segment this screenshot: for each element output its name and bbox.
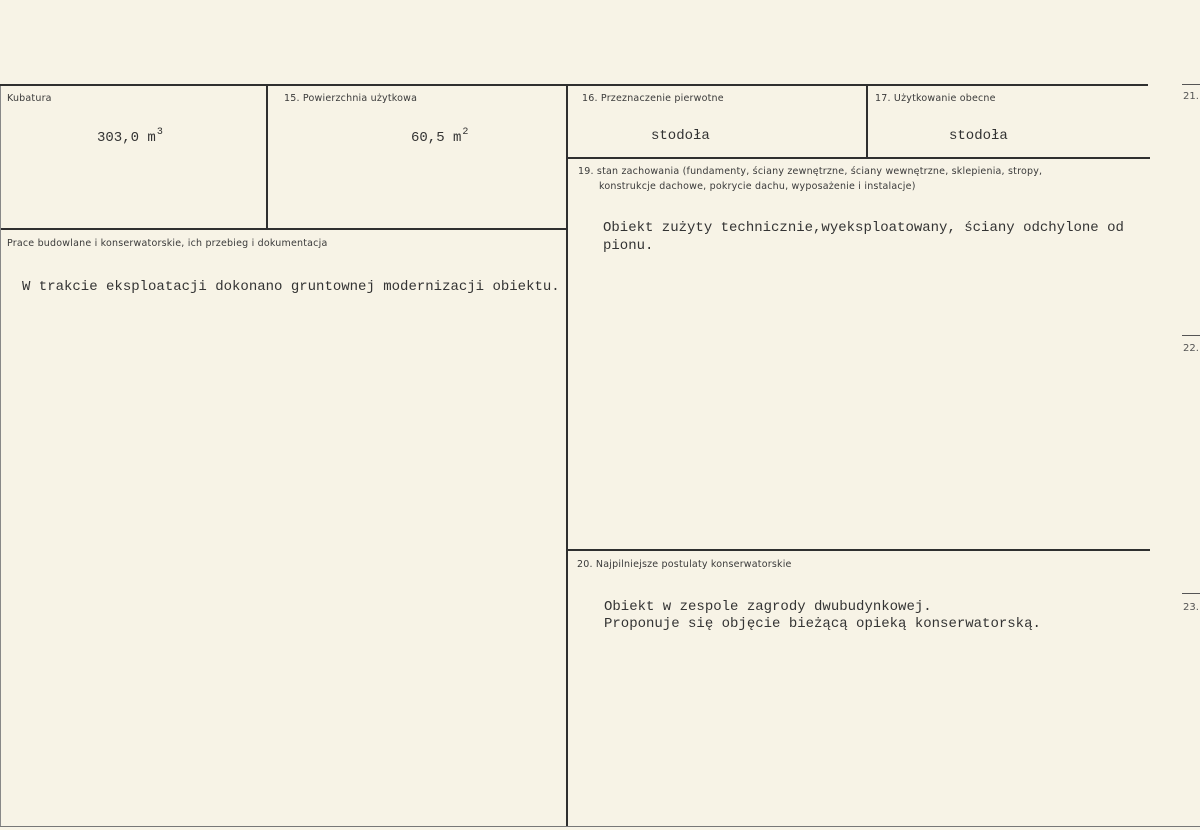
prace-label: Prace budowlane i konserwatorskie, ich przebieg i dokumentacja [7, 238, 328, 249]
margin-tick-22 [1182, 335, 1200, 336]
divider-center [566, 86, 568, 826]
left-edge [0, 86, 1, 826]
bottom-rule [0, 826, 1200, 827]
przeznaczenie-value: stodoła [651, 128, 710, 144]
kubatura-unit-superscript: 3 [156, 127, 163, 138]
stan-value-line1: Obiekt zużyty technicznie,wyeksploatowany, ściany odchylone od [603, 220, 1124, 236]
margin-number-21: 21. [1183, 91, 1199, 102]
top-rule [0, 84, 1148, 86]
margin-tick-23 [1182, 593, 1200, 594]
stan-value-line2: pionu. [603, 238, 654, 254]
powierzchnia-label: 15. Powierzchnia użytkowa [284, 93, 418, 104]
margin-tick-21 [1182, 84, 1200, 85]
kubatura-value [97, 127, 163, 146]
kubatura-label: Kubatura [7, 93, 52, 104]
divider-kubatura [266, 86, 268, 229]
postulaty-value-line1: Obiekt w zespole zagrody dwubudynkowej. [604, 599, 932, 615]
uzytkowanie-label: 17. Użytkowanie obecne [875, 93, 996, 104]
postulaty-label: 20. Najpilniejsze postulaty konserwatorskie [577, 559, 792, 570]
row2-top-rule-left [0, 228, 567, 230]
powierzchnia-unit-superscript: 2 [462, 127, 469, 138]
powierzchnia-value [411, 127, 469, 146]
section-20-rule [567, 549, 1150, 551]
powierzchnia-value-text: 60,5 m [411, 130, 462, 146]
przeznaczenie-label: 16. Przeznaczenie pierwotne [582, 93, 724, 104]
margin-number-22: 22. [1183, 343, 1199, 354]
prace-value: W trakcie eksploatacji dokonano gruntownej modernizacji obiektu. [22, 279, 560, 295]
kubatura-value-text: 303,0 m [97, 130, 156, 146]
stan-label-line2: konstrukcje dachowe, pokrycie dachu, wyposażenie i instalacje) [599, 181, 916, 192]
postulaty-value-line2: Proponuje się objęcie bieżącą opieką konserwatorską. [604, 616, 1041, 632]
uzytkowanie-value: stodoła [949, 128, 1008, 144]
stan-label-line1: 19. stan zachowania (fundamenty, ściany zewnętrzne, ściany wewnętrzne, sklepienia, stropy, [578, 166, 1043, 177]
margin-number-23: 23. [1183, 602, 1199, 613]
divider-16-17 [866, 86, 868, 157]
row1-bottom-rule-right [567, 157, 1150, 159]
